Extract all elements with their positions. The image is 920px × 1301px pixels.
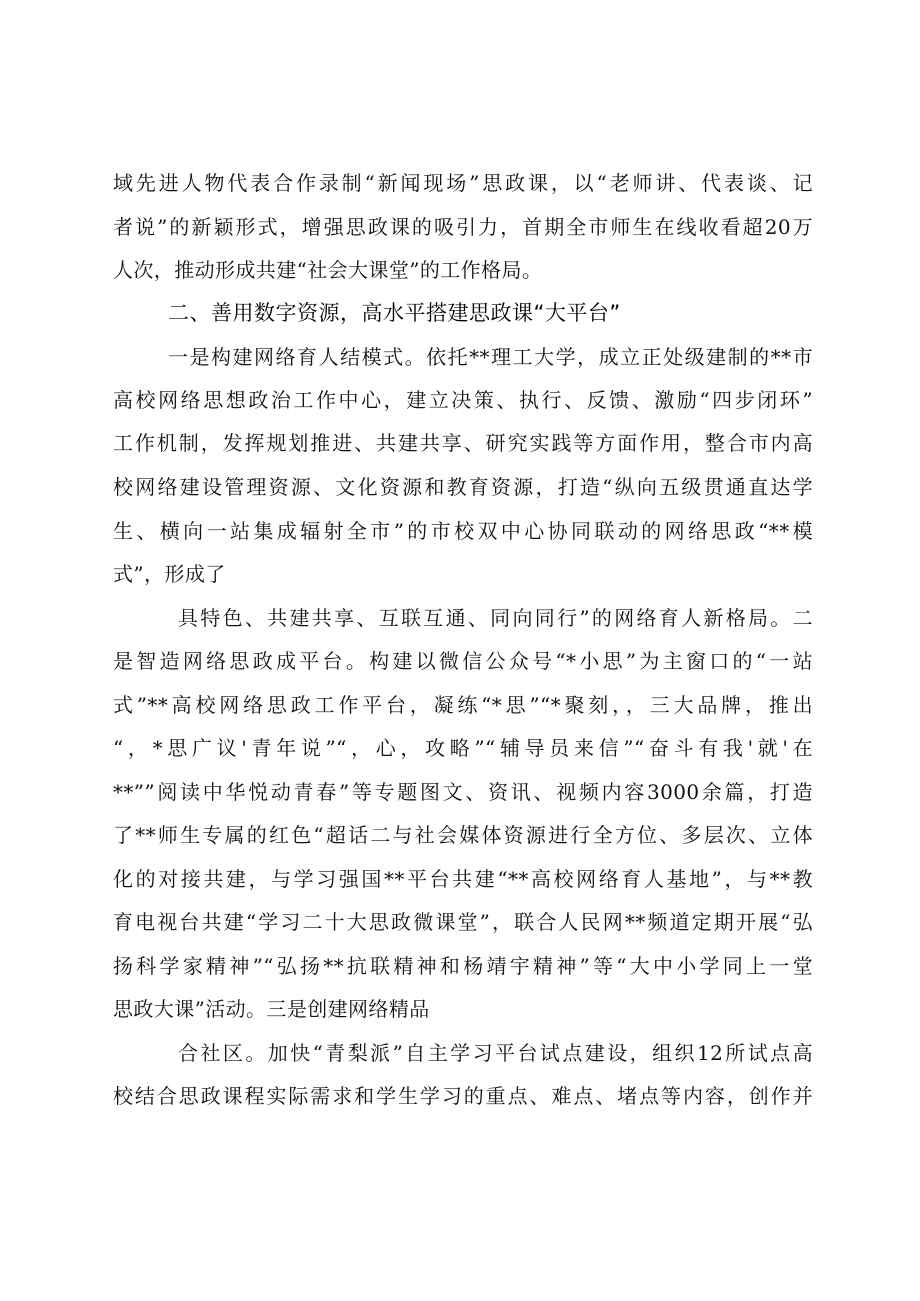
paragraph-line: 式”**高校网络思政工作平台，凝练“*思”“*聚刻，，三大品牌，推出	[113, 693, 813, 717]
paragraph-line: 了**师生专属的红色“超话二与社会媒体资源进行全方位、多层次、立体	[113, 823, 813, 847]
paragraph-line: **””阅读中华悦动青春”等专题图文、资讯、视频内容3000余篇，打造	[113, 780, 813, 804]
paragraph-line: 一是构建网络育人结模式。依托**理工大学，成立正处级建制的**市	[168, 345, 813, 369]
paragraph-line: 合社区。加快“青梨派”自主学习平台试点建设，组织12所试点高	[178, 1041, 813, 1065]
section-heading: 二、善用数字资源，高水平搭建思政课“大平台”	[168, 301, 621, 325]
paragraph-line: 者说”的新颖形式，增强思政课的吸引力，首期全市师生在线收看超20万	[113, 215, 813, 239]
paragraph-line: 育电视台共建“学习二十大思政微课堂”，联合人民网**频道定期开展“弘	[113, 910, 813, 934]
paragraph-line: 思政大课”活动。三是创建网络精品	[113, 997, 430, 1021]
paragraph-line: 工作机制，发挥规划推进、共建共享、研究实践等方面作用，整合市内高	[113, 431, 813, 455]
paragraph-line: 扬科学家精神”“弘扬**抗联精神和杨靖宇精神”等“大中小学同上一堂	[113, 954, 813, 978]
paragraph-line: “，*思广议'青年说”“，心，攻略”“辅导员来信”“奋斗有我'就'在	[113, 736, 813, 760]
paragraph-line: 式”，形成了	[113, 562, 226, 586]
paragraph-line: 生、横向一站集成辐射全市”的市校双中心协同联动的网络思政“**模	[113, 519, 813, 543]
paragraph-line: 校结合思政课程实际需求和学生学习的重点、难点、堵点等内容，创作并	[113, 1084, 813, 1108]
paragraph-line: 具特色、共建共享、互联互通、同向同行”的网络育人新格局。二	[178, 606, 813, 630]
paragraph-line: 域先进人物代表合作录制“新闻现场”思政课，以“老师讲、代表谈、记	[113, 171, 813, 195]
paragraph-line: 是智造网络思政成平台。构建以微信公众号“*小思”为主窗口的“一站	[113, 649, 813, 673]
paragraph-line: 高校网络思想政治工作中心，建立决策、执行、反馈、激励“四步闭环”	[113, 388, 813, 412]
paragraph-line: 校网络建设管理资源、文化资源和教育资源，打造“纵向五级贯通直达学	[113, 475, 813, 499]
paragraph-line: 化的对接共建，与学习强国**平台共建“**高校网络育人基地”，与**教	[113, 867, 813, 891]
paragraph-line: 人次，推动形成共建“社会大课堂”的工作格局。	[113, 258, 543, 282]
